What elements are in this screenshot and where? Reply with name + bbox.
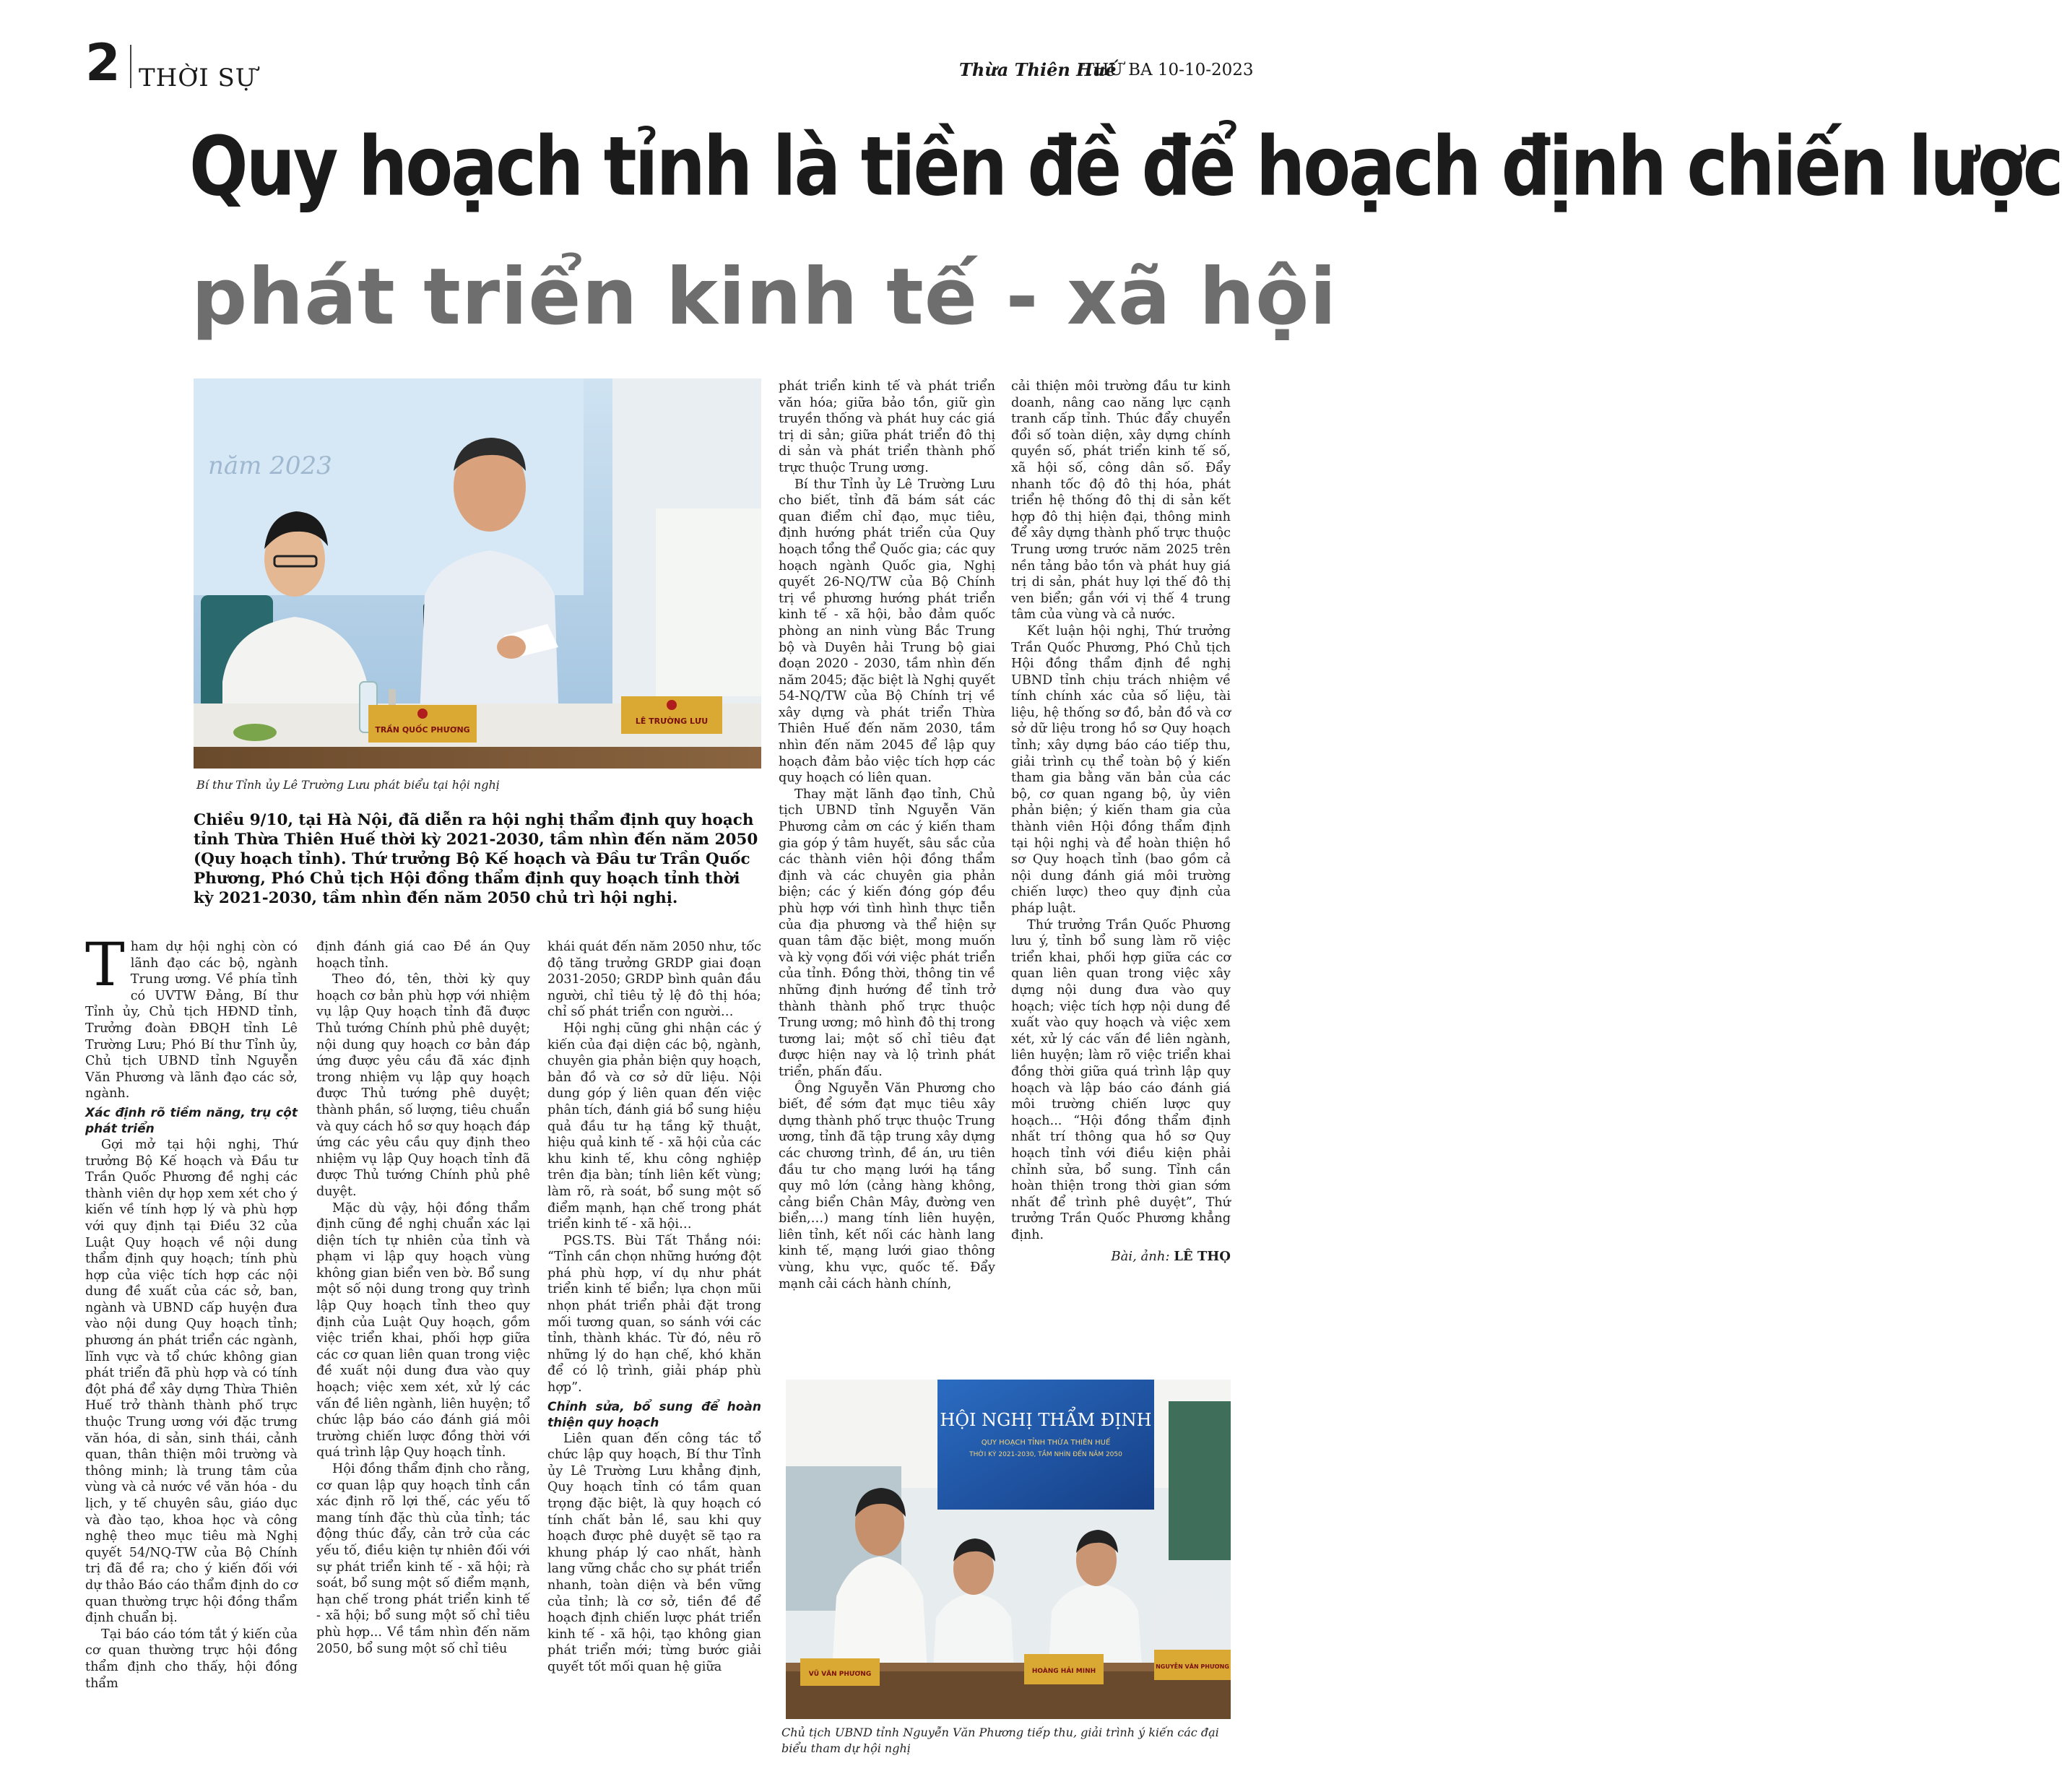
nameplate-right [621,696,722,734]
article-lead: Chiều 9/10, tại Hà Nội, đã diễn ra hội nghị thẩm định quy hoạch tỉnh Thừa Thiên Huế thời kỳ 2021-2030, tầm nhìn đến năm 2050 (Quy hoạch tỉnh). Thứ trưởng Bộ Kế hoạch và Đầu tư Trần Quốc Phương, Phó Chủ tịch Hội đồng thẩm định quy hoạch tỉnh thời kỳ 2021-2030, tầm nhìn đến năm 2050 chủ trì hội nghị. [194,811,758,907]
backdrop-text: năm 2023 [208,451,332,480]
column-4-paragraph: Thay mặt lãnh đạo tỉnh, Chủ tịch UBND tỉnh Nguyễn Văn Phương cảm ơn các ý kiến tham gia góp ý tâm huyết, sâu sắc của các thành viên hội đồng thẩm định và các chuyên gia phản biện; các ý kiến đóng góp đều phù hợp với tình hình thực tiễn của địa phương và thể hiện sự quan tâm đặc biệt, mong muốn và kỳ vọng đối với việc phát triển của tỉnh. Đồng thời, thông tin về những định hướng để tỉnh trở thành thành phố trực thuộc Trung ương; mô hình đô thị trong tương lai; một số chỉ tiêu đạt được hiện nay và lộ trình phát triển, phấn đấu. [779,787,995,1079]
nameplate-left-text: TRẦN QUỐC PHƯƠNG [375,725,470,735]
headline-line-2: phát triển kinh tế - xã hội [191,252,1338,342]
photo-speaker-caption: Bí thư Tỉnh ủy Lê Trường Lưu phát biểu tại hội nghị [196,778,500,792]
issue-date: THỨ BA 10-10-2023 [1083,61,1254,79]
article-column-5 [1011,378,1231,1265]
column-5-paragraph: cải thiện môi trường đầu tư kinh doanh, nâng cao năng lực cạnh tranh cấp tỉnh. Thúc đẩy chuyển đổi số toàn diện, xây dựng chính quyền số, phát triển kinh tế số, xã hội số, công dân số. Đẩy nhanh tốc độ đô thị hóa, phát triển hệ thống đô thị di sản kết hợp đô thị hiện đại, thông minh để xây dựng thành phố trực thuộc Trung ương trước năm 2025 trên nền tảng bảo tồn và phát huy giá trị di sản, phát huy lợi thế đô thị ven biển; gắn với vị thế 4 trung tâm của vùng và cả nước. [1011,379,1231,623]
byline-prefix: Bài, ảnh: [1111,1249,1170,1265]
newspaper-name: Thừa Thiên Huế [959,59,1117,80]
page-number: 2 [85,33,121,92]
nameplate-2: HOÀNG HẢI MINH [1031,1668,1096,1675]
nameplate-right-text: LÊ TRƯỜNG LƯU [635,717,709,726]
column-3-paragraph: Hội nghị cũng ghi nhận các ý kiến của đại diện các bộ, ngành, chuyên gia phản biện quy hoạch, bản đồ và cơ sở dữ liệu. Nội dung góp ý liên quan đến việc phân tích, đánh giá bổ sung hiệu quả đầu tư hạ tầng kỹ thuật, hiệu quả kinh tế - xã hội của các khu kinh tế, khu công nghiệp trên địa bàn; tính liên kết vùng; làm rõ, rà soát, bổ sung một số điểm mạnh, hạn chế trong phát triển kinh tế - xã hội… [547,1021,761,1232]
column-5-paragraph: Kết luận hội nghị, Thứ trưởng Trần Quốc Phương, Phó Chủ tịch Hội đồng thẩm định đề nghị UBND tỉnh chịu trách nhiệm về tính chính xác của số liệu, tài liệu, hệ thống sơ đồ, bản đồ và cơ sở dữ liệu trong hồ sơ Quy hoạch tỉnh; xây dựng báo cáo tiếp thu, giải trình cụ thể toàn bộ ý kiến tham gia bằng văn bản của các bộ, cơ quan ngang bộ, ủy viên phản biện; ý kiến tham gia của thành viên Hội đồng thẩm định tại hội nghị và để hoàn thiện hồ sơ Quy hoạch tỉnh (bao gồm cả nội dung đánh giá môi trường chiến lược) theo quy định của pháp luật. [1011,623,1231,916]
screen-title: HỘI NGHỊ THẨM ĐỊNH [940,1410,1152,1430]
article-column-1 [85,931,298,1692]
screen-subtitle-1: QUY HOẠCH TỈNH THỪA THIÊN HUẾ [981,1439,1111,1447]
photo-chairman [786,1380,1231,1719]
header-divider [130,45,131,88]
column-4-paragraph: Bí thư Tỉnh ủy Lê Trường Lưu cho biết, tỉnh đã bám sát các quan điểm chỉ đạo, mục tiêu, định hướng phát triển của Quy hoạch tổng thể Quốc gia; các quy hoạch ngành Quốc gia, Nghị quyết 26-NQ/TW của Bộ Chính trị về phương hướng phát triển kinh tế - xã hội, bảo đảm quốc phòng an ninh vùng Bắc Trung bộ và Duyên hải Trung bộ giai đoạn 2020 - 2030, tầm nhìn đến năm 2045; đặc biệt là Nghị quyết 54-NQ/TW của Bộ Chính trị về xây dựng và phát triển Thừa Thiên Huế đến năm 2030, tầm nhìn đến năm 2045 để lập quy hoạch đảm bảo việc tích hợp các quy hoạch có liên quan. [779,477,995,786]
nameplate-1: VŨ VĂN PHƯƠNG [808,1671,872,1678]
column-1-paragraph: Tại báo cáo tóm tắt ý kiến của cơ quan thường trực hội đồng thẩm định cho thấy, hội đồng thẩm [85,1627,298,1691]
section-label: THỜI SỰ [139,64,257,92]
byline-author: LÊ THỌ [1174,1249,1231,1265]
column-3-paragraph: Liên quan đến công tác tổ chức lập quy hoạch, Bí thư Tỉnh ủy Lê Trường Lưu khẳng định, Quy hoạch tỉnh có tầm quan trọng đặc biệt, là quy hoạch có tính chất bản lề, sau khi quy hoạch được phê duyệt sẽ tạo ra khung pháp lý cao nhất, hành lang vững chắc cho sự phát triển nhanh, toàn diện và bền vững của tỉnh; là cơ sở, tiền đề để hoạch định chiến lược phát triển kinh tế - xã hội, tạo không gian phát triển mới; từng bước giải quyết tốt mối quan hệ giữa [547,1431,761,1674]
drop-cap: T [85,931,125,1000]
column-3-paragraph: PGS.TS. Bùi Tất Thắng nói: “Tỉnh cần chọn những hướng đột phá phù hợp, ví dụ như phát triển kinh tế biển; lựa chọn mũi nhọn phát triển phải đặt trong mối tương quan, so sánh với các tỉnh, thành khác. Từ đó, nêu rõ những lý do hạn chế, khó khăn để có lộ trình, giải pháp phù hợp”. [547,1233,761,1395]
photo-speaker [194,378,761,769]
column-4-paragraph: phát triển kinh tế và phát triển văn hóa; giữa bảo tồn, giữ gìn truyền thống và phát huy các giá trị di sản; giữa phát triển đô thị di sản và phát triển thành phố trực thuộc Trung ương. [779,379,995,475]
column-4-paragraph: Ông Nguyễn Văn Phương cho biết, để sớm đạt mục tiêu xây dựng thành phố trực thuộc Trung ương, tỉnh đã tập trung xây dựng các chương trình, đề án, ưu tiên đầu tư cho mạng lưới hạ tầng quy mô lớn (cảng hàng không, cảng biển Chân Mây, đường ven biển,…) mang tính liên huyện, liên tỉnh, kết nối các hành lang kinh tế, mạng lưới giao thông vùng, khu vực, quốc tế. Đẩy mạnh cải cách hành chính, [779,1081,995,1291]
column-1-paragraph: Gợi mở tại hội nghị, Thứ trưởng Bộ Kế hoạch và Đầu tư Trần Quốc Phương đề nghị các thành viên dự họp xem xét cho ý kiến về tính hợp lý và phù hợp với quy định tại Điều 32 của Luật Quy hoạch về nội dung thẩm định quy hoạch; tính phù hợp của việc tích hợp các nội dung đề xuất của các sở, ban, ngành và UBND cấp huyện đưa vào nội dung Quy hoạch tỉnh; phương án phát triển các ngành, lĩnh vực và tổ chức không gian phát triển đã phù hợp và có tính đột phá để xây dựng Thừa Thiên Huế trở thành thành phố trực thuộc Trung ương với đặc trưng văn hóa, di sản, sinh thái, cảnh quan, thân thiện môi trường và thông minh; là trung tâm của vùng và cả nước về văn hóa - du lịch, y tế chuyên sâu, giáo dục và đào tạo, khoa học và công nghệ theo mục tiêu mà Nghị quyết 54/NQ-TW của Bộ Chính trị đã đề ra; cho ý kiến đối với dự thảo Báo cáo thẩm định do cơ quan thường trực hội đồng thẩm định chuẩn bị. [85,1137,298,1626]
article-column-4 [779,378,995,1292]
nameplate-left [368,705,477,743]
column-2-paragraph: Mặc dù vậy, hội đồng thẩm định cũng đề nghị chuẩn xác lại diện tích tự nhiên của tỉnh và phạm vi lập quy hoạch vùng không gian biển ven bờ. Bổ sung một số nội dung trong quy trình lập Quy hoạch tỉnh theo quy định của Luật Quy hoạch, gồm việc triển khai, phối hợp giữa các cơ quan liên quan trong việc đề xuất nội dung đưa vào quy hoạch; việc xem xét, xử lý các vấn đề liên ngành, liên huyện; tổ chức lập báo cáo đánh giá môi trường chiến lược đồng thời với quá trình lập Quy hoạch tỉnh. [316,1200,530,1460]
nameplate-3: NGUYỄN VĂN PHƯƠNG [1156,1663,1229,1670]
photo-chairman-caption: Chủ tịch UBND tỉnh Nguyễn Văn Phương tiếp thu, giải trình ý kiến các đại biểu tham dự hội nghị [781,1726,1219,1755]
byline [1011,1249,1231,1265]
column-3-paragraph: khái quát đến năm 2050 như, tốc độ tăng trưởng GRDP giai đoạn 2031-2050; GRDP bình quân đầu người, chỉ tiêu tỷ lệ đô thị hóa; chỉ số phát triển con người… [547,940,761,1020]
photo-chairman-illustration [786,1380,1231,1719]
column-2-paragraph: Theo đó, tên, thời kỳ quy hoạch cơ bản phù hợp với nhiệm vụ lập Quy hoạch tỉnh đã được Thủ tướng Chính phủ phê duyệt; nội dung quy hoạch cơ bản đáp ứng được yêu cầu đã xác định trong nhiệm vụ lập quy hoạch được Thủ tướng phê duyệt; thành phần, số lượng, tiêu chuẩn và quy cách hồ sơ quy hoạch đáp ứng các yêu cầu quy định theo nhiệm vụ lập Quy hoạch tỉnh đã được Thủ tướng Chính phủ phê duyệt. [316,972,530,1199]
subheading-1: Xác định rõ tiềm năng, trụ cột phát triển [85,1105,298,1136]
article-column-3 [547,939,761,1676]
column-1-intro: ham dự hội nghị còn có lãnh đạo các bộ, ngành Trung ương. Về phía tỉnh có UVTW Đảng, Bí thư Tỉnh ủy, Chủ tịch HĐND tỉnh, Trưởng đoàn ĐBQH tỉnh Lê Trường Lưu; Phó Bí thư Tỉnh ủy, Chủ tịch UBND tỉnh Nguyễn Văn Phương và lãnh đạo các sở, ngành. [85,940,298,1101]
photo-speaker-illustration [194,378,761,769]
screen-subtitle-2: THỜI KỲ 2021-2030, TẦM NHÌN ĐẾN NĂM 2050 [969,1451,1122,1458]
column-2-paragraph: Hội đồng thẩm định cho rằng, cơ quan lập quy hoạch tỉnh cần xác định rõ lợi thế, các yếu tố mang tính đặc thù của tỉnh; tác động thúc đẩy, cản trở của các yếu tố, điều kiện tự nhiên đối với sự phát triển kinh tế - xã hội; rà soát, bổ sung một số điểm mạnh, hạn chế trong phát triển kinh tế - xã hội; bổ sung một số chỉ tiêu phù hợp... Về tầm nhìn đến năm 2050, bổ sung một số chỉ tiêu [316,1462,530,1656]
column-5-paragraph: Thứ trưởng Trần Quốc Phương lưu ý, tỉnh bổ sung làm rõ việc triển khai, phối hợp giữa các cơ quan liên quan trong việc xây dựng nội dung đưa vào quy hoạch; việc tích hợp nội dung đề xuất vào quy hoạch và việc xem xét, xử lý các vấn đề liên ngành, liên huyện; làm rõ việc triển khai đồng thời giữa quá trình lập quy hoạch và lập báo cáo đánh giá môi trường chiến lược quy hoạch... “Hội đồng thẩm định nhất trí thông qua hồ sơ Quy hoạch tỉnh với điều kiện phải chỉnh sửa, bổ sung. Tỉnh cần hoàn thiện trong thời gian sớm nhất để trình phê duyệt”, Thứ trưởng Trần Quốc Phương khẳng định. [1011,917,1231,1242]
column-2-paragraph: định đánh giá cao Đề án Quy hoạch tỉnh. [316,940,530,971]
subheading-2: Chỉnh sửa, bổ sung để hoàn thiện quy hoạch [547,1399,761,1430]
article-column-2 [316,939,530,1657]
headline-line-1: Quy hoạch tỉnh là tiền đề để hoạch định chiến lược [189,118,2062,215]
